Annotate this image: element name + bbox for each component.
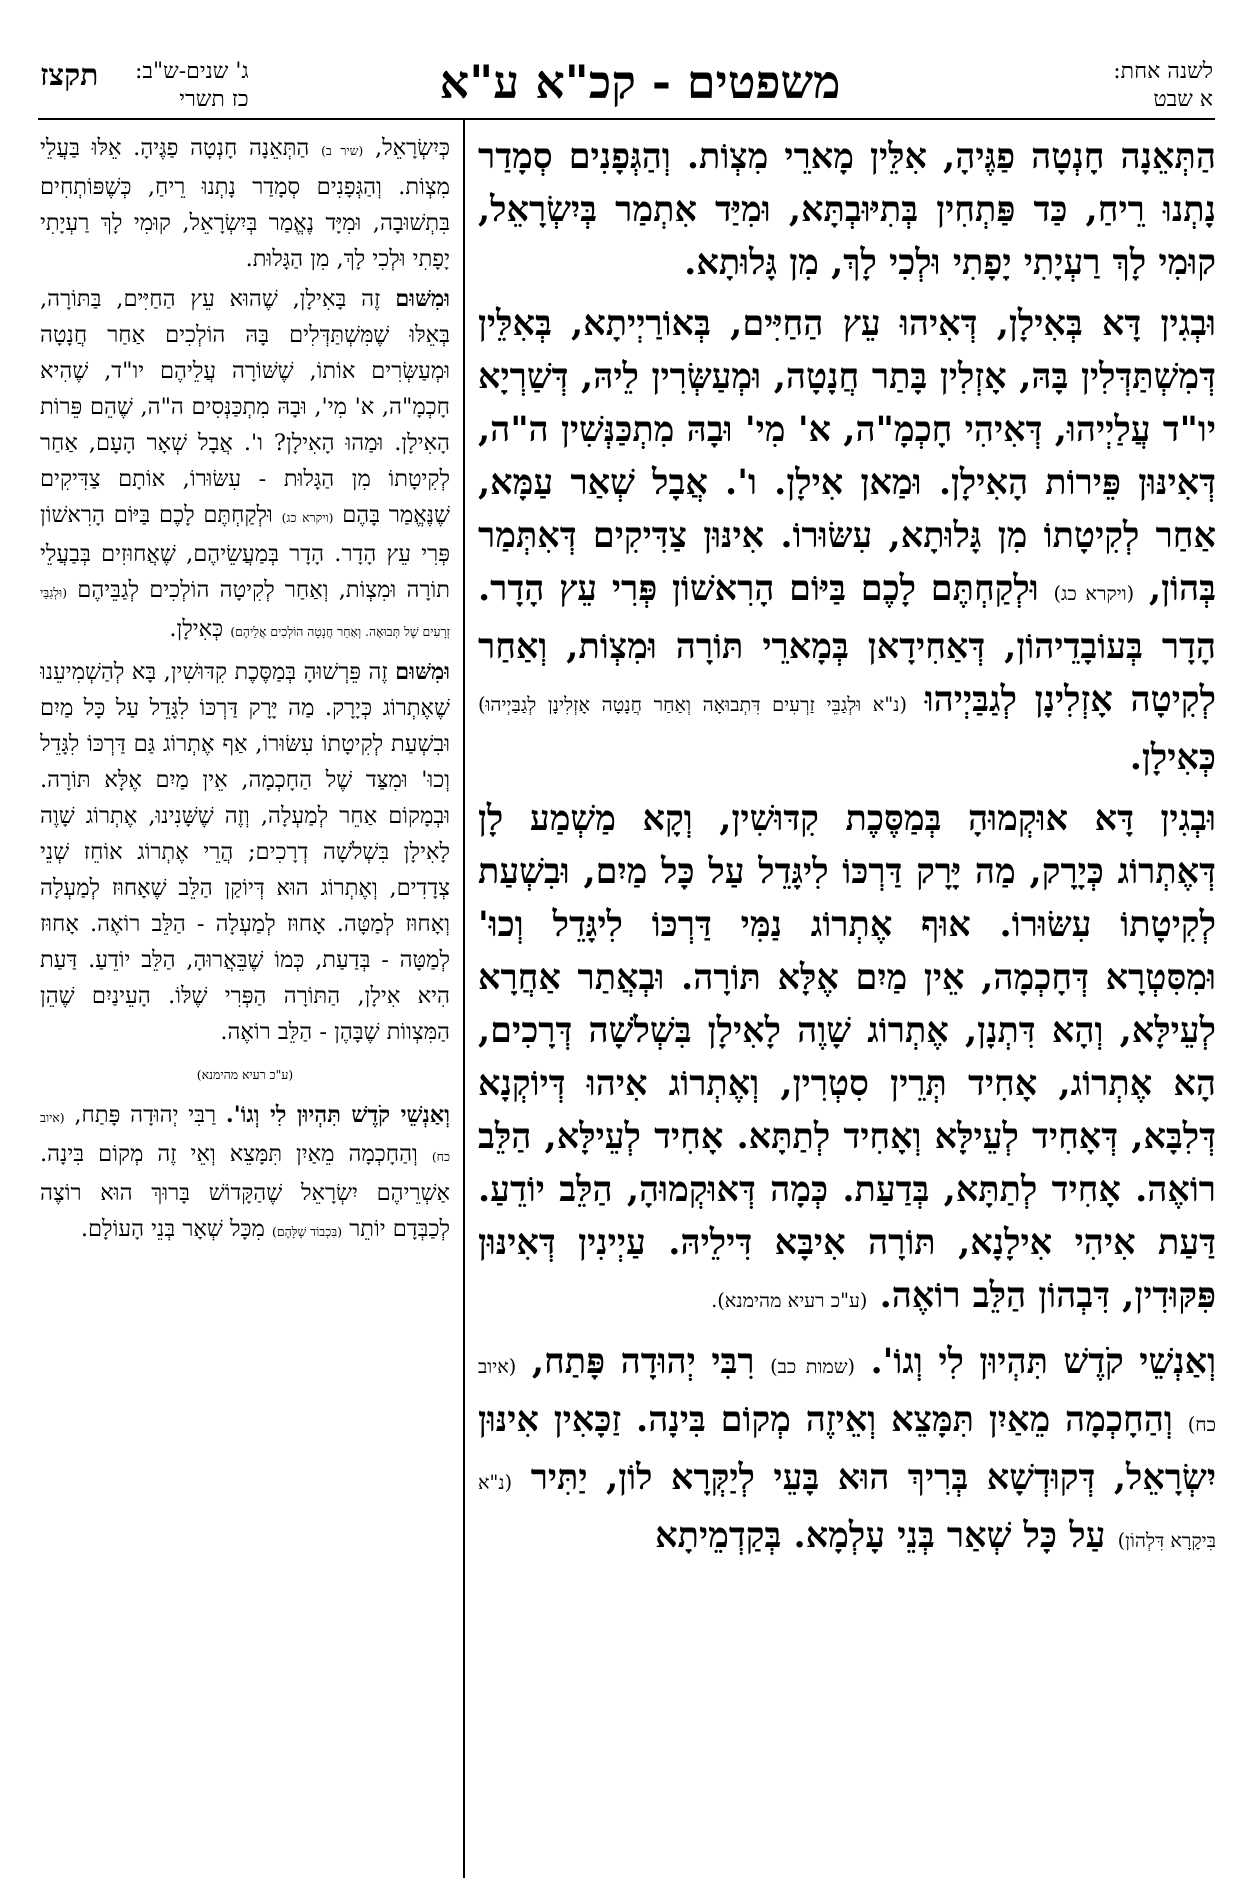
main-p2a-text: וּבְגִין דָּא בְּאִילָן, דְּאִיהוּ עֵץ הַחַיִּים, בְּאוֹרַיְיתָא, בְּאִלֵּין דְּמִשְׁתַּדְּלִין בָּהּ, אָזְלִין בָּתַר חֲנָטָה, וּמְעַשְּׂרִין לֵיהּ, דְּשַׁרְיָא יו"ד עֲלַיְיהוּ, דְּאִיהִי חָכְמָ"ה, א' מִי' וּבָהּ מִתְכַּנְּשִׁין ה"ה, דְּאִינּוּן פֵּירוֹת הָאִילָן. וּמַאן אִילָן. ו'. אֲבָל שְׁאַר עַמָּא, אַחַר לְקִיטָתוֹ מִן גָּלוּתָא, עִשּׂוּרוֹ. אִינּוּן צַדִּיקִים דְּאִתְּמַר בְּהוֹן,	[478, 303, 1216, 609]
side-paragraph-4	[40, 1097, 450, 1250]
year-info	[1113, 58, 1213, 114]
side-p2b-variant: (וּלְגַבֵּי זְרָעִים שֶׁל תְּבוּאָה. וְאַחַר חֲנָטָה הוֹלְכִים אֲלֵיהֶם)	[40, 586, 450, 639]
main-p4a-source: (שמות כב)	[770, 1355, 855, 1378]
main-p3-source: (ע"כ רעיא מהימנא).	[711, 1289, 868, 1312]
main-p3-text: וּבְגִין דָּא אוּקְמוּהָ בְּמַסֶּכֶת קִדּוּשִׁין, וְקָא מַשְׁמַע לָן דְּאֶתְרוֹג כְּיָרָק, מַה יָּרָק דַּרְכּוֹ לִיגָּדֵל עַל כָּל מַיִם, וּבִשְׁעַת לְקִיטָתוֹ עִשּׂוּרוֹ. אוּף אֶתְרוֹג נַמִּי דַּרְכּוֹ לִיגָּדֵל וְכוּ' וּמִסִּטְרָא דְּחָכְמָה, אֵין מַיִם אֶלָּא תּוֹרָה. וּבְאֲתַר אַחֲרָא לְעֵילָּא, וְהָא דִּתְנָן, אֶתְרוֹג שָׁוֶה לָאִילָן בִּשְׁלֹשָׁה דְּרָכִים, הָא אֶתְרוֹג, אָחִיד תְּרֵין סִטְרִין, וְאֶתְרוֹג אִיהוּ דְּיוֹקְנָא דְּלִבָּא, דְּאָחִיד לְעֵילָּא וְאָחִיד לְתַתָּא. אָחִיד לְעֵילָּא, הַלֵּב רוֹאֶה. אָחִיד לְתַתָּא, בְּדַעַת. כְּמָה דְּאוּקְמוּהָ, הַלֵּב יוֹדֵעַ. דַּעַת אִיהִי אִילָנָא, תּוֹרָה אִיבָּא דִּילֵיהּ. עַיְינִין דְּאִינּוּן פִּקּוּדִין, דִּבְהוֹן הַלֵּב רוֹאֶה.	[478, 798, 1216, 1316]
main-p2b-text: וּלְקַחְתֶּם לָכֶם בַּיּוֹם הָרִאשׁוֹן פְּרִי עֵץ הָדָר. הָדָר בְּעוֹבָדֵיהוֹן, דְּאַחִידָאן בְּמָארֵי תּוֹרָה וּמִצְוֹת, וְאַחַר לְקִיטָה אָזְלִינָן לְגַבַּיְיהוּ	[478, 568, 1216, 720]
main-p4d-text: עַל כָּל שְׁאַר בְּנֵי עָלְמָא. בְּקַדְמֵיתָא	[655, 1515, 1106, 1556]
main-p4c-variant: (נ"א בִּיקָרָא דִּלְהוֹן)	[478, 1471, 1216, 1552]
year-line-2: א שבט	[1153, 87, 1213, 112]
page-title: משפטים - קכ"א ע"א	[439, 55, 841, 109]
side-p3-lead: וּמִשּׁוּם	[395, 659, 450, 685]
side-p2c-text: כְּאִילָן.	[169, 616, 224, 642]
main-paragraph-1	[478, 130, 1216, 289]
column-divider	[463, 120, 465, 1878]
main-p4c-text: וְהַחָכְמָה מֵאַיִן תִּמָּצֵא וְאֵיזֶה מְקוֹם בִּינָה. זַכָּאִין אִינּוּן יִשְׂרָאֵל, דְּקוּדְשָׁא בְּרִיךְ הוּא בָּעֵי לְיַקְּרָא לוֹן, יַתִּיר	[478, 1399, 1216, 1498]
side-paragraph-2	[40, 281, 450, 650]
side-p1a-source: (שיר ב)	[321, 144, 364, 158]
page-header	[0, 0, 1253, 120]
main-paragraph-3	[478, 792, 1216, 1327]
main-p1-text: הַתְּאֵנָה חָנְטָה פַגֶּיהָ, אִלֵּין מָארֵי מִצְוֹת. וְהַגְּפָנִים סְמָדַר נָתְנוּ רֵיחַ, כַּד פַּתְחִין בְּתִיּוּבְתָּא, וּמִיַּד אִתְמַר בְּיִשְׂרָאֵל, קוּמִי לָךְ רַעְיָתִי יָפָתִי וּלְכִי לָךְ, מִן גָּלוּתָא.	[478, 136, 1216, 283]
side-p2-text: זֶה בָּאִילָן, שֶׁהוּא עֵץ הַחַיִּים, בַּתּוֹרָה, בְּאֵלּוּ שֶׁמִּשְׁתַּדְּלִים בָּהּ הוֹלְכִים אַחַר חֲנָטָה וּמְעַשְּׂרִים אוֹתוֹ, שֶׁשּׁוֹרָה עֲלֵיהֶם יו"ד, שֶׁהִיא חָכְמָ"ה, א' מִי', וּבָהּ מִתְכַּנְּסִים ה"ה, שֶׁהֵם פֵּרוֹת הָאִילָן. וּמַהוּ הָאִילָן? ו'. אֲבָל שְׁאָר הָעָם, אַחַר לְקִיטָתוֹ מִן הַגָּלוּת - עִשּׂוּרוֹ, אוֹתָם צַדִּיקִים שֶׁנֶּאֱמַר בָּהֶם	[40, 286, 450, 528]
side-p4b-text: רַבִּי יְהוּדָה פָּתַח,	[74, 1102, 217, 1128]
year-line-1: לשנה אחת:	[1113, 59, 1213, 84]
side-paragraph-1	[40, 130, 450, 277]
schedule-line-2: כז תשרי	[179, 87, 249, 112]
side-p4c-text: וְהַחָכְמָה מֵאַיִן תִּמָּצֵא וְאֵי זֶה מְקוֹם בִּינָה. אַשְׁרֵיהֶם יִשְׂרָאֵל שֶׁהַקָּדוֹשׁ בָּרוּךְ הוּא רוֹצֶה לְכַבְּדָם יוֹתֵר	[40, 1141, 450, 1242]
main-p2a-source: (ויקרא כג)	[1053, 582, 1135, 605]
main-text-column	[478, 130, 1216, 1875]
side-p3-text: זֶה פֵּרְשׁוּהָ בְּמַסֶּכֶת קִדּוּשִׁין, בָּא לְהַשְׁמִיעֵנוּ שֶׁאֶתְרוֹג כְּיָרָק. מַה יָּרָק דַּרְכּוֹ לִגָּדֵל עַל כָּל מַיִם וּבִשְׁעַת לְקִיטָתוֹ עִשּׂוּרוֹ, אַף אֶתְרוֹג גַּם דַּרְכּוֹ לִגָּדֵל וְכוּ' וּמִצַּד שֶׁל הַחָכְמָה, אֵין מַיִם אֶלָּא תּוֹרָה. וּבְמָקוֹם אַחֵר לְמַעְלָה, וְזֶה שֶׁשָּׁנִינוּ, אֶתְרוֹג שָׁוֶה לָאִילָן בִּשְׁלֹשָׁה דְרָכִים; הֲרֵי אֶתְרוֹג אוֹחֵז שְׁנֵי צְדָדִים, וְאֶתְרוֹג הוּא דְּיוֹקַן הַלֵּב שֶׁאָחוּז לְמַעְלָה וְאָחוּז לְמַטָּה. אָחוּז לְמַעְלָה - הַלֵּב רוֹאֶה. אָחוּז לְמַטָּה - בְּדַעַת, כְּמוֹ שֶׁבֵּאֲרוּהָ, הַלֵּב יוֹדֵעַ. דַּעַת הִיא אִילָן, הַתּוֹרָה הַפְּרִי שֶׁלּוֹ. הָעֵינַיִם שֶׁהֵן הַמִּצְווֹת שֶׁבָּהֶן - הַלֵּב רוֹאֶה.	[40, 659, 450, 1045]
main-p4b-text: רִבִּי יְהוּדָה פָּתַח,	[531, 1341, 755, 1382]
side-p4a-text: וְאַנְשֵׁי קֹדֶשׁ תִּהְיוּן לִי וְגוֹ'.	[225, 1102, 450, 1128]
side-p1b-text: הַתְּאֵנָה חָנְטָה פַגֶּיהָ. אֵלּוּ בַּעֲלֵי מִצְוֹת. וְהַגְּפָנִים סְמָדַר נָתְנוּ רֵיחַ, כְּשֶׁפּוֹתְחִים בִּתְשׁוּבָה, וּמִיָּד נֶאֱמַר בְּיִשְׂרָאֵל, קוּמִי לָךְ רַעְיָתִי יָפָתִי וּלְכִי לָךְ, מִן הַגָּלוּת.	[40, 135, 450, 272]
side-p4c-variant: (בִּכְבוֹד שֶׁלָּהֶם)	[272, 1225, 343, 1239]
main-paragraph-2	[478, 297, 1216, 784]
side-p2-lead: וּמִשּׁוּם	[395, 286, 450, 312]
side-p4d-text: מִכָּל שְׁאָר בְּנֵי הָעוֹלָם.	[80, 1216, 265, 1242]
page-number: תקצז	[40, 58, 99, 93]
main-p2c-text: כְּאִילָן.	[1129, 737, 1216, 778]
side-p3-source: (ע"כ רעיא מהימנא)	[196, 1068, 294, 1082]
main-paragraph-4	[478, 1335, 1216, 1567]
side-p2b-text: וּלְקַחְתֶּם לָכֶם בַּיּוֹם הָרִאשׁוֹן פְּרִי עֵץ הָדָר. הָדָר בְּמַעֲשֵׂיהֶם, שֶׁאֲחוּזִים בְּבַעֲלֵי תוֹרָה וּמִצְוֹת, וְאַחַר לְקִיטָה הוֹלְכִים לְגַבֵּיהֶם	[40, 502, 450, 603]
main-p4a-text: וְאַנְשֵׁי קֹדֶשׁ תִּהְיוּן לִי וְגוֹ'.	[870, 1341, 1216, 1382]
side-p4b-source: (איוב כח)	[40, 1111, 450, 1164]
schedule-line-1: ג' שנים-ש"ב:	[135, 59, 249, 84]
header-divider	[38, 118, 1215, 120]
side-p3-source-line	[40, 1054, 450, 1093]
translation-column	[40, 130, 450, 1875]
side-p1a-text: כְּיִשְׂרָאֵל,	[374, 135, 450, 161]
main-p2b-variant: (נ"א וּלְגַבֵּי זַרְעִים דִּתְבוּאָה וְאַחַר חֲנָטָה אָזְלִינָן לְגַבַּיְיהוּ)	[478, 693, 907, 716]
schedule-info	[135, 58, 249, 114]
main-p4b-source: (איוב כח)	[478, 1355, 1216, 1436]
side-paragraph-3	[40, 654, 450, 1050]
side-p2-source: (ויקרא כג)	[281, 511, 334, 525]
